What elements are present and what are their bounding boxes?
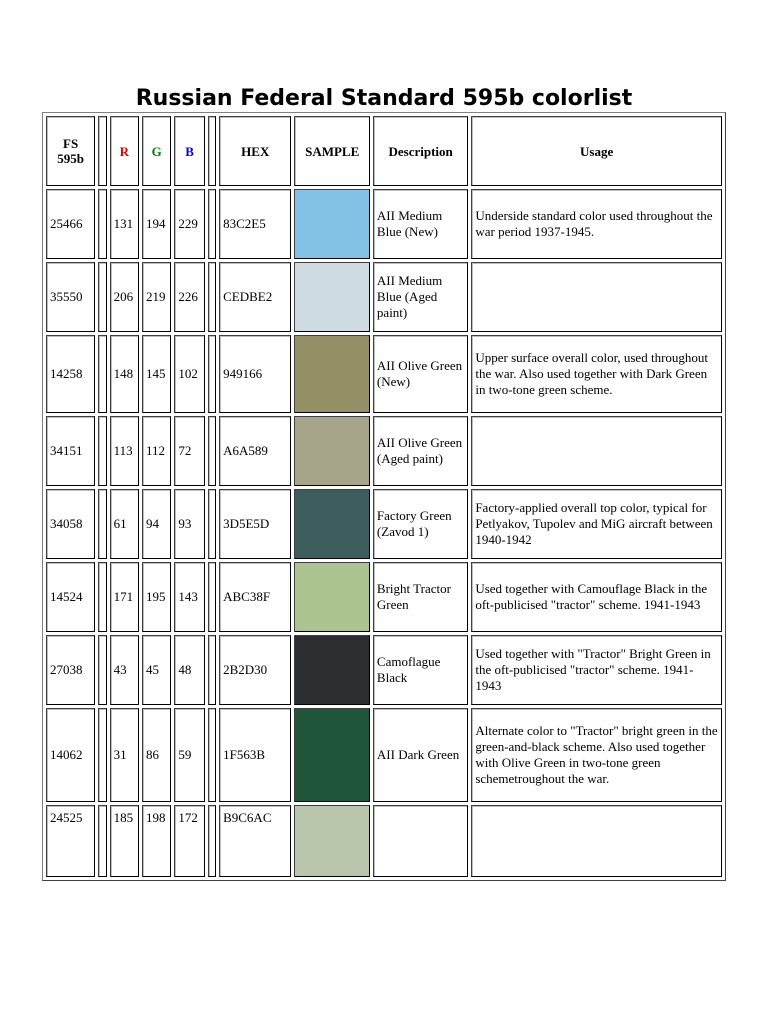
cell-fs: 35550 bbox=[46, 262, 95, 332]
cell-hex: A6A589 bbox=[219, 416, 291, 486]
table-row bbox=[46, 562, 722, 632]
cell-b: 59 bbox=[174, 708, 204, 802]
cell-spacer bbox=[208, 562, 216, 632]
cell-spacer bbox=[208, 335, 216, 413]
color-swatch bbox=[295, 490, 368, 558]
cell-b: 48 bbox=[174, 635, 204, 705]
table-row bbox=[46, 335, 722, 413]
cell-g: 198 bbox=[142, 805, 171, 877]
header-g: G bbox=[142, 116, 171, 186]
cell-description: AII Olive Green (Aged paint) bbox=[373, 416, 468, 486]
table-header-row bbox=[46, 116, 722, 186]
table-body bbox=[46, 189, 722, 877]
cell-hex: 2B2D30 bbox=[219, 635, 291, 705]
cell-spacer bbox=[98, 635, 106, 705]
table-row bbox=[46, 805, 722, 877]
cell-spacer bbox=[208, 262, 216, 332]
page-title: Russian Federal Standard 595b colorlist bbox=[135, 86, 633, 111]
cell-description: Factory Green (Zavod 1) bbox=[373, 489, 468, 559]
cell-b: 72 bbox=[174, 416, 204, 486]
color-swatch bbox=[295, 336, 368, 412]
color-swatch bbox=[295, 709, 368, 801]
cell-g: 195 bbox=[142, 562, 171, 632]
header-fs: FS 595b bbox=[46, 116, 95, 186]
cell-g: 94 bbox=[142, 489, 171, 559]
cell-usage bbox=[471, 805, 722, 877]
cell-fs: 24525 bbox=[46, 805, 95, 877]
cell-sample bbox=[294, 562, 369, 632]
cell-sample bbox=[294, 416, 369, 486]
color-swatch bbox=[295, 806, 368, 876]
cell-hex: 1F563B bbox=[219, 708, 291, 802]
cell-r: 61 bbox=[110, 489, 139, 559]
header-hex: HEX bbox=[219, 116, 291, 186]
cell-g: 145 bbox=[142, 335, 171, 413]
color-swatch bbox=[295, 190, 368, 258]
cell-g: 112 bbox=[142, 416, 171, 486]
cell-b: 93 bbox=[174, 489, 204, 559]
cell-description: Camoflague Black bbox=[373, 635, 468, 705]
cell-description: AII Medium Blue (Aged paint) bbox=[373, 262, 468, 332]
cell-spacer bbox=[208, 708, 216, 802]
color-swatch bbox=[295, 263, 368, 331]
cell-usage: Used together with Camouflage Black in the oft-publicised "tractor" scheme. 1941-1943 bbox=[471, 562, 722, 632]
table-row bbox=[46, 489, 722, 559]
cell-fs: 14524 bbox=[46, 562, 95, 632]
cell-b: 102 bbox=[174, 335, 204, 413]
cell-r: 131 bbox=[110, 189, 139, 259]
cell-sample bbox=[294, 189, 369, 259]
cell-fs: 14062 bbox=[46, 708, 95, 802]
cell-b: 229 bbox=[174, 189, 204, 259]
cell-fs: 25466 bbox=[46, 189, 95, 259]
table-row bbox=[46, 635, 722, 705]
cell-g: 45 bbox=[142, 635, 171, 705]
cell-description: AII Medium Blue (New) bbox=[373, 189, 468, 259]
cell-description: Bright Tractor Green bbox=[373, 562, 468, 632]
cell-description bbox=[373, 805, 468, 877]
cell-r: 206 bbox=[110, 262, 139, 332]
header-sample: SAMPLE bbox=[294, 116, 369, 186]
color-swatch bbox=[295, 563, 368, 631]
cell-spacer bbox=[208, 489, 216, 559]
cell-r: 148 bbox=[110, 335, 139, 413]
cell-g: 86 bbox=[142, 708, 171, 802]
header-b: B bbox=[174, 116, 204, 186]
cell-fs: 34151 bbox=[46, 416, 95, 486]
cell-hex: 83C2E5 bbox=[219, 189, 291, 259]
cell-fs: 27038 bbox=[46, 635, 95, 705]
cell-r: 171 bbox=[110, 562, 139, 632]
cell-spacer bbox=[98, 489, 106, 559]
cell-spacer bbox=[98, 262, 106, 332]
color-table bbox=[42, 112, 726, 881]
cell-spacer bbox=[98, 189, 106, 259]
cell-sample bbox=[294, 708, 369, 802]
cell-sample bbox=[294, 262, 369, 332]
cell-b: 143 bbox=[174, 562, 204, 632]
cell-spacer bbox=[98, 805, 106, 877]
header-usage: Usage bbox=[471, 116, 722, 186]
cell-description: AII Dark Green bbox=[373, 708, 468, 802]
cell-usage bbox=[471, 262, 722, 332]
cell-fs: 14258 bbox=[46, 335, 95, 413]
header-spacer bbox=[208, 116, 216, 186]
color-swatch bbox=[295, 417, 368, 485]
cell-description: AII Olive Green (New) bbox=[373, 335, 468, 413]
cell-usage bbox=[471, 416, 722, 486]
cell-sample bbox=[294, 335, 369, 413]
table-row bbox=[46, 708, 722, 802]
cell-spacer bbox=[98, 708, 106, 802]
cell-fs: 34058 bbox=[46, 489, 95, 559]
cell-r: 31 bbox=[110, 708, 139, 802]
header-spacer bbox=[98, 116, 106, 186]
cell-hex: CEDBE2 bbox=[219, 262, 291, 332]
cell-hex: 3D5E5D bbox=[219, 489, 291, 559]
cell-usage: Used together with "Tractor" Bright Green in the oft-publicised "tractor" scheme. 1941-1943 bbox=[471, 635, 722, 705]
header-description: Description bbox=[373, 116, 468, 186]
cell-spacer bbox=[98, 416, 106, 486]
cell-spacer bbox=[208, 805, 216, 877]
cell-spacer bbox=[98, 562, 106, 632]
cell-r: 43 bbox=[110, 635, 139, 705]
cell-usage: Upper surface overall color, used throughout the war. Also used together with Dark Green in two-tone green scheme. bbox=[471, 335, 722, 413]
cell-sample bbox=[294, 805, 369, 877]
cell-b: 172 bbox=[174, 805, 204, 877]
cell-spacer bbox=[208, 189, 216, 259]
table-row bbox=[46, 262, 722, 332]
cell-usage: Factory-applied overall top color, typical for Petlyakov, Tupolev and MiG aircraft between 1940-1942 bbox=[471, 489, 722, 559]
cell-r: 185 bbox=[110, 805, 139, 877]
cell-r: 113 bbox=[110, 416, 139, 486]
cell-spacer bbox=[98, 335, 106, 413]
cell-hex: ABC38F bbox=[219, 562, 291, 632]
cell-sample bbox=[294, 635, 369, 705]
cell-hex: B9C6AC bbox=[219, 805, 291, 877]
cell-usage: Underside standard color used throughout the war period 1937-1945. bbox=[471, 189, 722, 259]
header-r: R bbox=[110, 116, 139, 186]
cell-hex: 949166 bbox=[219, 335, 291, 413]
cell-g: 219 bbox=[142, 262, 171, 332]
cell-sample bbox=[294, 489, 369, 559]
cell-usage: Alternate color to "Tractor" bright green in the green-and-black scheme. Also used together with Olive Green in two-tone green schemetroughout the war. bbox=[471, 708, 722, 802]
table-row bbox=[46, 416, 722, 486]
table-row bbox=[46, 189, 722, 259]
cell-g: 194 bbox=[142, 189, 171, 259]
cell-b: 226 bbox=[174, 262, 204, 332]
color-swatch bbox=[295, 636, 368, 704]
cell-spacer bbox=[208, 635, 216, 705]
cell-spacer bbox=[208, 416, 216, 486]
